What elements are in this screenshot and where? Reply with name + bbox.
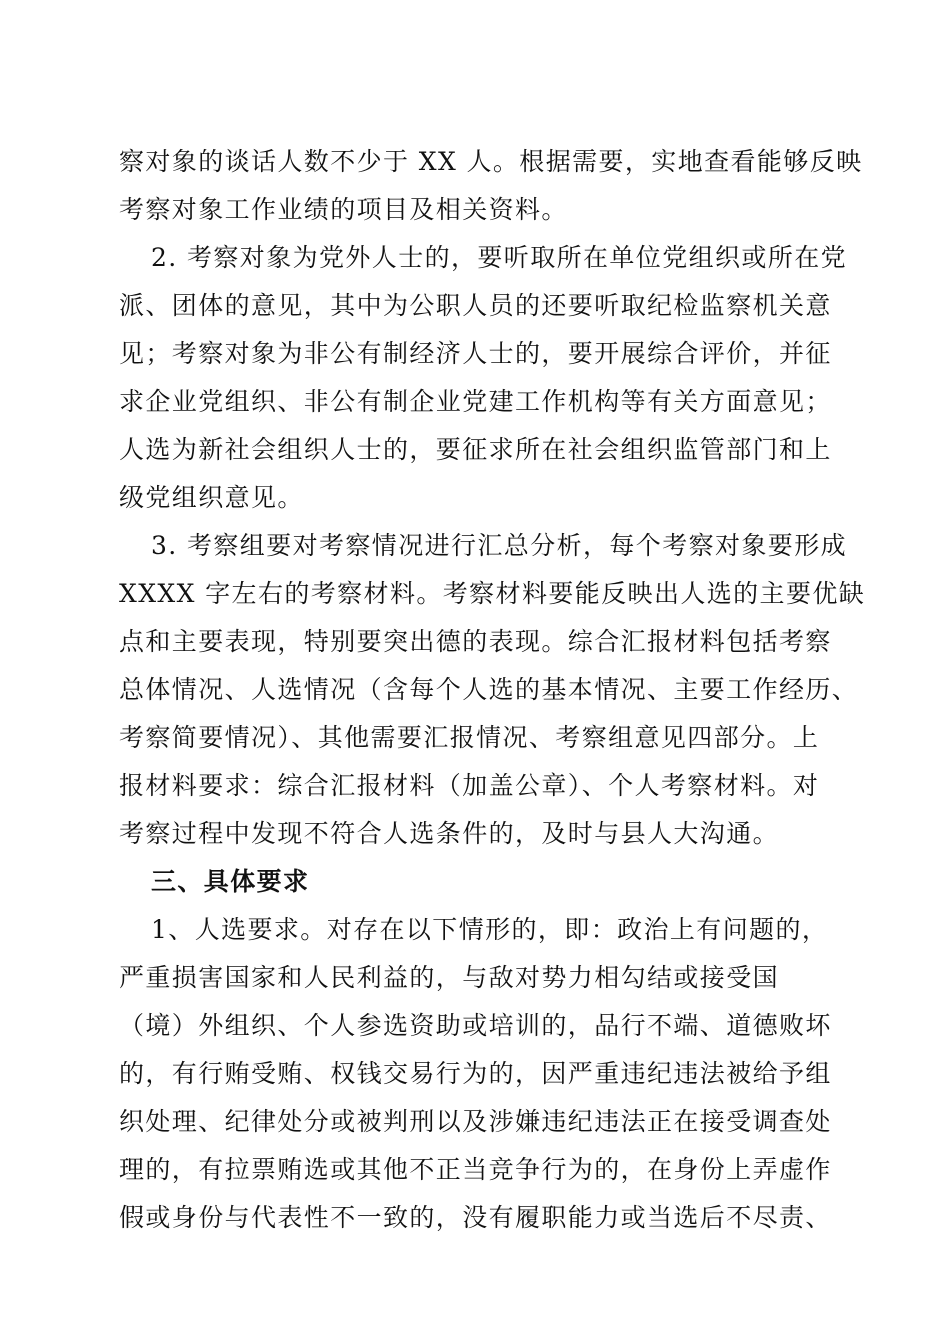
text-line: 假或身份与代表性不一致的，没有履职能力或当选后不尽责、 (119, 1203, 832, 1232)
text-line: 求企业党组织、非公有制企业党建工作机构等有关方面意见； (119, 387, 832, 416)
text-line: 人选为新社会组织人士的，要征求所在社会组织监管部门和上 (119, 435, 832, 464)
text-line: 理的，有拉票贿选或其他不正当竞争行为的，在身份上弄虚作 (119, 1155, 832, 1184)
text-line: 的，有行贿受贿、权钱交易行为的，因严重违纪违法被给予组 (119, 1059, 832, 1088)
section-heading: 三、具体要求 (151, 867, 310, 896)
text-line: 总体情况、人选情况（含每个人选的基本情况、主要工作经历、 (119, 675, 859, 704)
text-line: 考察过程中发现不符合人选条件的，及时与县人大沟通。 (119, 819, 780, 848)
text-line: 点和主要表现，特别要突出德的表现。综合汇报材料包括考察 (119, 627, 832, 656)
text-line: 织处理、纪律处分或被判刑以及涉嫌违纪违法正在接受调查处 (119, 1107, 832, 1136)
text-line: 派、团体的意见，其中为公职人员的还要听取纪检监察机关意 (119, 291, 832, 320)
text-line: 报材料要求：综合汇报材料（加盖公章）、个人考察材料。对 (119, 771, 820, 800)
text-line: 察对象的谈话人数不少于 XX 人。根据需要，实地查看能够反映 (119, 147, 863, 176)
text-line: 2. 考察对象为党外人士的，要听取所在单位党组织或所在党 (151, 243, 848, 272)
text-line: 3. 考察组要对考察情况进行汇总分析，每个考察对象要形成 (151, 531, 848, 560)
text-line: 见；考察对象为非公有制经济人士的，要开展综合评价，并征 (119, 339, 832, 368)
text-line: （境）外组织、个人参选资助或培训的，品行不端、道德败坏 (119, 1011, 832, 1040)
text-line: 考察简要情况）、其他需要汇报情况、考察组意见四部分。上 (119, 723, 820, 752)
text-line: 严重损害国家和人民利益的，与敌对势力相勾结或接受国 (119, 963, 780, 992)
text-line: 1、人选要求。对存在以下情形的，即：政治上有问题的， (151, 915, 829, 944)
text-line: 级党组织意见。 (119, 483, 304, 512)
text-line: XXXX 字左右的考察材料。考察材料要能反映出人选的主要优缺 (119, 579, 866, 608)
text-line: 考察对象工作业绩的项目及相关资料。 (119, 195, 568, 224)
